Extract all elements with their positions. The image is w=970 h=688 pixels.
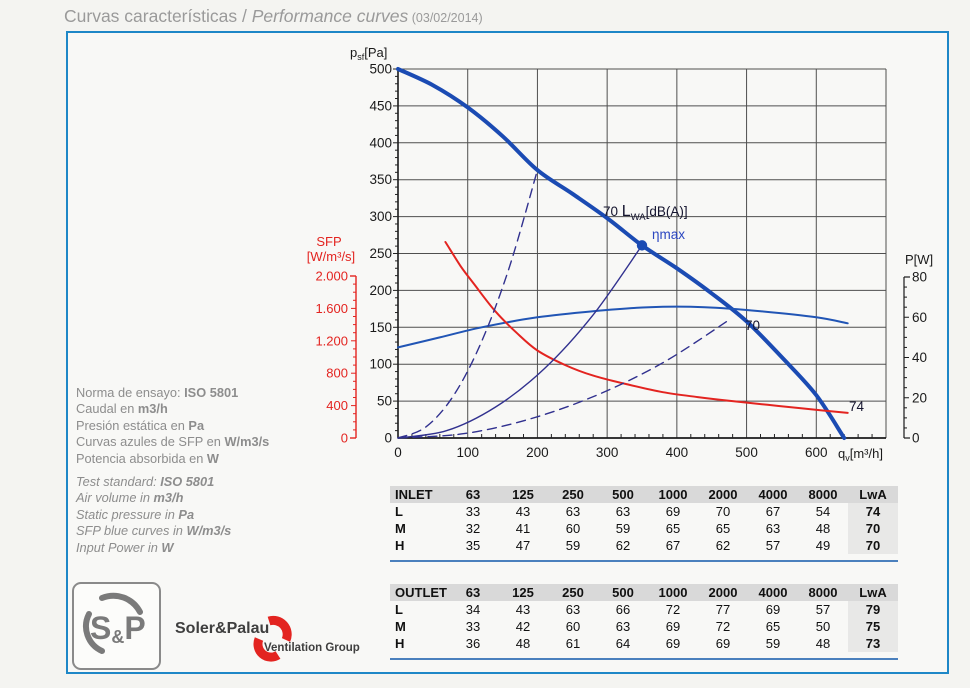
freq-column-header: 2000 (698, 584, 748, 601)
level-value-cell: 67 (665, 538, 681, 553)
level-value-cell: 77 (715, 602, 731, 617)
sfp-axis-unit: [W/m³/s] (306, 249, 356, 264)
chart-axes (315, 62, 927, 461)
level-value-cell: 43 (515, 602, 531, 617)
speed-row-label: L (395, 602, 403, 617)
p-tick-label: 20 (912, 390, 928, 406)
table-row (390, 537, 898, 554)
level-value-cell: 69 (715, 636, 731, 651)
inlet-acoustic-table (390, 486, 898, 562)
speed-row-label: L (395, 504, 403, 519)
level-value-cell: 62 (615, 538, 631, 553)
freq-column-header: 1000 (648, 584, 698, 601)
level-value-cell: 33 (465, 504, 481, 519)
sfp-tick-label: 800 (326, 365, 348, 381)
freq-column-header: 500 (598, 584, 648, 601)
info-line: Caudal en m3/h (76, 401, 168, 417)
y-tick-label: 250 (369, 246, 392, 261)
info-line: Input Power in W (76, 539, 174, 555)
x-tick-label: 0 (394, 445, 402, 460)
lwa-column-header: LwA (848, 584, 898, 601)
freq-column-header: 63 (448, 584, 498, 601)
logo-mark-text: S&P (90, 610, 146, 647)
etamax-label: ηmax (652, 227, 686, 242)
level-value-cell: 48 (815, 636, 831, 651)
level-value-cell: 57 (815, 602, 831, 617)
level-value-cell: 48 (515, 636, 531, 651)
performance-chart (300, 40, 948, 480)
lwa-label-end: 74 (849, 399, 865, 414)
level-value-cell: 59 (765, 636, 781, 651)
table-row (390, 601, 898, 618)
x-tick-label: 100 (456, 445, 479, 460)
sfp-tick-label: 2.000 (315, 268, 348, 284)
x-tick-label: 500 (735, 445, 758, 460)
lwa-value-cell: 74 (848, 503, 898, 520)
y-tick-label: 500 (369, 61, 392, 77)
level-value-cell: 69 (665, 504, 681, 519)
sfp-tick-label: 400 (326, 398, 348, 414)
level-value-cell: 60 (565, 619, 581, 634)
y-tick-label: 400 (369, 135, 392, 151)
sp-logo (72, 582, 161, 670)
chart-grid (398, 69, 886, 438)
level-value-cell: 63 (615, 504, 631, 519)
y-tick-label: 350 (369, 172, 392, 188)
lwa-value-cell: 75 (848, 618, 898, 635)
outlet-acoustic-table (390, 584, 898, 660)
info-text-spanish (76, 385, 326, 467)
level-value-cell: 63 (765, 521, 781, 536)
level-value-cell: 47 (515, 538, 531, 553)
lwa-value-cell: 70 (848, 537, 898, 554)
level-value-cell: 69 (665, 619, 681, 634)
freq-column-header: 125 (498, 486, 548, 503)
level-value-cell: 69 (765, 602, 781, 617)
level-value-cell: 61 (565, 636, 581, 651)
level-value-cell: 63 (615, 619, 631, 634)
info-line: Air volume in m3/h (76, 490, 184, 506)
brand-name: Soler&Palau (175, 620, 270, 637)
table-header-row (390, 486, 898, 503)
y-axis-title: $p_{sf}[Pa]$ (350, 45, 388, 62)
table-row (390, 503, 898, 520)
info-text-english (76, 474, 326, 556)
speed-row-label: M (395, 619, 406, 634)
lwa-value-cell: 73 (848, 635, 898, 652)
info-line: Potencia absorbida en W (76, 450, 219, 466)
speed-row-label: M (395, 521, 406, 536)
speed-row-label: H (395, 538, 405, 553)
y-tick-label: 450 (369, 98, 392, 114)
page-title: Curvas características / Performance curves (03/02/2014) (64, 6, 483, 26)
p-tick-label: 80 (912, 269, 928, 285)
freq-column-header: 4000 (748, 584, 798, 601)
speed-row-label: H (395, 636, 405, 651)
y-tick-label: 100 (369, 356, 392, 372)
level-value-cell: 42 (515, 619, 531, 634)
level-value-cell: 48 (815, 521, 831, 536)
info-line: Static pressure in Pa (76, 506, 195, 522)
freq-column-header: 500 (598, 486, 648, 503)
etamax-point (637, 240, 647, 250)
brand-group-text: Ventilation Group (264, 642, 360, 654)
table-spacer (390, 554, 898, 561)
freq-column-header: 8000 (798, 486, 848, 503)
y-tick-label: 150 (369, 319, 392, 335)
info-line: Norma de ensayo: ISO 5801 (76, 385, 239, 400)
info-line: SFP blue curves in W/m3/s (76, 523, 232, 539)
lwa-label-mid: 70 (745, 318, 761, 333)
level-value-cell: 33 (465, 619, 481, 634)
lwa-value-cell: 70 (848, 520, 898, 537)
x-tick-label: 300 (595, 445, 619, 460)
sfp-tick-label: 1.200 (315, 333, 348, 349)
table-spacer (390, 652, 898, 659)
level-value-cell: 57 (765, 538, 781, 553)
level-value-cell: 63 (565, 602, 581, 617)
freq-column-header: 4000 (748, 486, 798, 503)
freq-column-header: 8000 (798, 584, 848, 601)
table-row (390, 635, 898, 652)
system-curve-etamax (398, 245, 642, 438)
level-value-cell: 35 (465, 538, 481, 553)
table-row (390, 520, 898, 537)
level-value-cell: 54 (815, 504, 831, 519)
level-value-cell: 60 (565, 521, 581, 536)
y-tick-label: 0 (384, 430, 392, 446)
sfp-tick-label: 1.600 (315, 300, 348, 316)
level-value-cell: 72 (715, 619, 731, 634)
info-line: Test standard: ISO 5801 (76, 474, 215, 489)
lwa-label-etamax: 70 $L_{WA}[dB(A)]$ (603, 203, 688, 223)
level-value-cell: 59 (565, 538, 581, 553)
level-value-cell: 41 (515, 521, 531, 536)
sfp-tick-label: 0 (340, 430, 348, 446)
table-header-row (390, 584, 898, 601)
level-value-cell: 70 (715, 504, 731, 519)
x-axis-title: $q_v[m^3/h]$ (838, 446, 883, 463)
level-value-cell: 36 (465, 636, 481, 651)
y-tick-label: 200 (369, 282, 392, 298)
level-value-cell: 32 (465, 521, 481, 536)
lwa-value-cell: 79 (848, 601, 898, 618)
lwa-column-header: LwA (848, 486, 898, 503)
table-title: INLET (390, 486, 448, 503)
level-value-cell: 49 (815, 538, 831, 553)
level-value-cell: 67 (765, 504, 781, 519)
level-value-cell: 43 (515, 504, 531, 519)
x-tick-label: 400 (665, 445, 689, 460)
level-value-cell: 65 (665, 521, 681, 536)
freq-column-header: 1000 (648, 486, 698, 503)
y-tick-label: 300 (369, 209, 392, 225)
level-value-cell: 69 (665, 636, 681, 651)
freq-column-header: 63 (448, 486, 498, 503)
level-value-cell: 72 (665, 602, 681, 617)
y-tick-label: 50 (376, 393, 392, 409)
table-title: OUTLET (390, 584, 448, 601)
freq-column-header: 2000 (698, 486, 748, 503)
level-value-cell: 62 (715, 538, 731, 553)
level-value-cell: 59 (615, 521, 631, 536)
level-value-cell: 65 (765, 619, 781, 634)
sfp-axis-title: SFP (316, 234, 342, 249)
p-tick-label: 0 (912, 430, 920, 446)
level-value-cell: 64 (615, 636, 631, 651)
table-row (390, 618, 898, 635)
freq-column-header: 250 (548, 584, 598, 601)
x-tick-label: 600 (805, 445, 828, 460)
p-tick-label: 40 (912, 350, 928, 365)
p-axis-title: P[W] (905, 252, 934, 267)
level-value-cell: 34 (465, 602, 481, 617)
p-tick-label: 60 (912, 309, 928, 325)
level-value-cell: 66 (615, 602, 631, 617)
info-line: Presión estática en Pa (76, 417, 205, 433)
level-value-cell: 65 (715, 521, 731, 536)
freq-column-header: 250 (548, 486, 598, 503)
system-curve-2 (398, 320, 729, 438)
brand-swirl-icon (252, 612, 294, 662)
freq-column-header: 125 (498, 584, 548, 601)
level-value-cell: 63 (565, 504, 581, 519)
x-tick-label: 200 (526, 445, 549, 460)
info-line: Curvas azules de SFP en W/m3/s (76, 434, 270, 450)
level-value-cell: 50 (815, 619, 831, 634)
